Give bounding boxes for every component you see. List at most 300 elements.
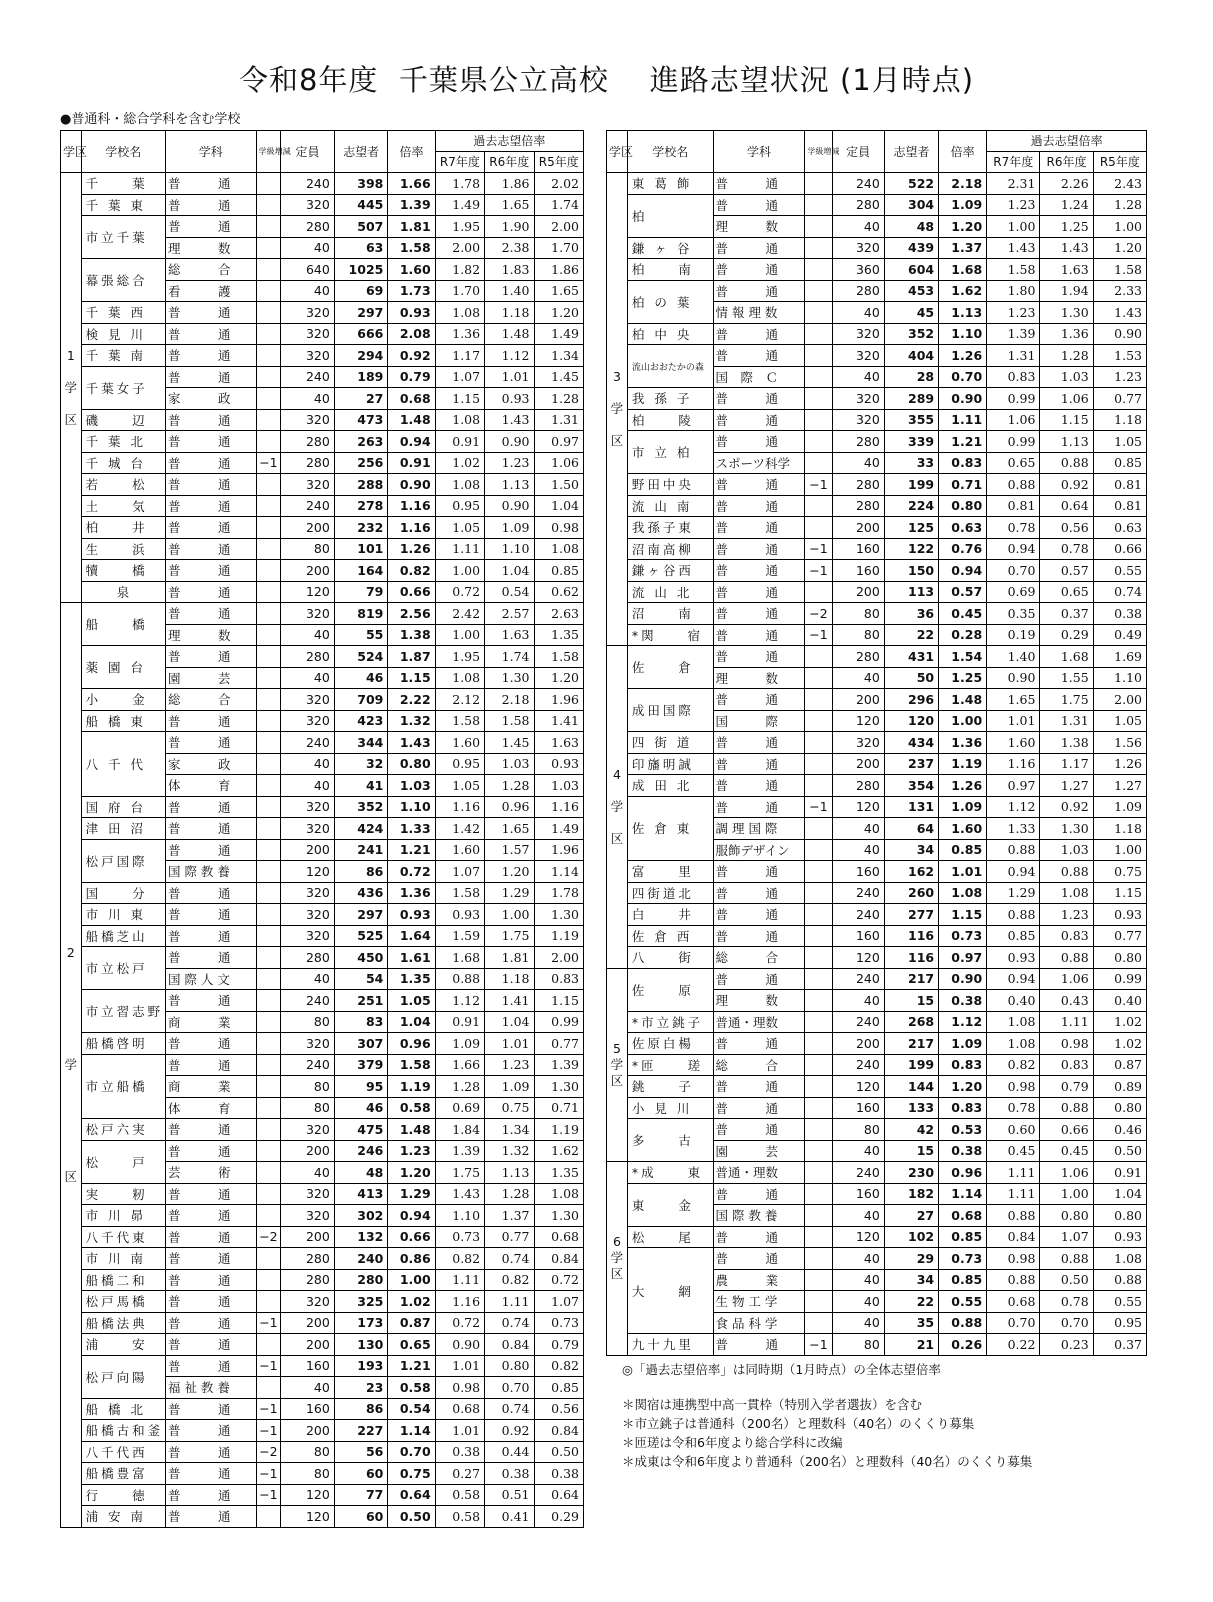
class-change-cell	[256, 1140, 281, 1162]
r5-ratio-cell: 0.99	[1093, 968, 1146, 990]
school-name-cell: 磯 辺	[81, 409, 165, 431]
table-row	[61, 173, 584, 195]
school-name-cell: 検 見 川	[81, 323, 165, 345]
capacity-cell: 280	[832, 280, 884, 302]
r6-ratio-cell: 0.75	[485, 1097, 534, 1119]
ratio-cell: 1.20	[939, 1076, 987, 1098]
class-change-cell	[256, 904, 281, 926]
r6-ratio-cell: 1.57	[485, 839, 534, 861]
r6-ratio-cell: 1.81	[485, 947, 534, 969]
capacity-cell: 280	[832, 474, 884, 496]
school-name-cell: 船 橋 東	[81, 710, 165, 732]
r6-ratio-cell: 1.04	[485, 1011, 534, 1033]
applicants-cell: 164	[334, 560, 388, 582]
r7-ratio-cell: 1.05	[435, 775, 484, 797]
r5-ratio-cell: 1.26	[1093, 753, 1146, 775]
class-change-cell	[256, 861, 281, 883]
table-row	[607, 925, 1147, 947]
capacity-cell: 240	[832, 173, 884, 195]
r6-ratio-cell: 2.38	[485, 237, 534, 259]
class-change-cell: −1	[256, 1463, 281, 1485]
applicants-cell: 263	[334, 431, 388, 453]
r5-ratio-cell: 1.41	[534, 710, 584, 732]
ratio-cell: 1.21	[388, 1355, 435, 1377]
applicants-cell: 296	[884, 689, 938, 711]
class-change-cell	[256, 345, 281, 367]
class-change-cell	[256, 1011, 281, 1033]
applicants-cell: 64	[884, 818, 938, 840]
capacity-cell: 200	[832, 753, 884, 775]
header-r5: R5年度	[1093, 152, 1146, 173]
school-name-cell: 成 田 北	[627, 775, 713, 797]
ratio-cell: 0.94	[939, 560, 987, 582]
r5-ratio-cell: 2.00	[1093, 689, 1146, 711]
course-cell: 普 通	[713, 173, 805, 195]
capacity-cell: 40	[832, 990, 884, 1012]
header-capacity: 定員	[281, 131, 335, 173]
r7-ratio-cell: 1.58	[435, 710, 484, 732]
school-name-cell: 若 松	[81, 474, 165, 496]
class-change-cell	[256, 1119, 281, 1141]
capacity-cell: 80	[281, 1463, 335, 1485]
capacity-cell: 40	[281, 237, 335, 259]
r6-ratio-cell: 1.11	[485, 1291, 534, 1313]
table-row	[607, 1162, 1147, 1184]
r7-ratio-cell: 1.11	[435, 538, 484, 560]
capacity-cell: 200	[281, 1312, 335, 1334]
r5-ratio-cell: 2.63	[534, 603, 584, 625]
course-cell: 普 通	[165, 990, 256, 1012]
table-row	[607, 259, 1147, 281]
school-name-cell: 千 葉 東	[81, 194, 165, 216]
applicants-cell: 86	[334, 1398, 388, 1420]
capacity-cell: 40	[281, 1162, 335, 1184]
r6-ratio-cell: 2.18	[485, 689, 534, 711]
header-r5: R5年度	[534, 152, 584, 173]
class-change-cell	[256, 323, 281, 345]
ratio-cell: 0.71	[939, 474, 987, 496]
r5-ratio-cell: 1.43	[1093, 302, 1146, 324]
school-name-cell: 千 葉 西	[81, 302, 165, 324]
course-cell: 生 物 工 学	[713, 1291, 805, 1313]
school-name-cell: 松 戸	[81, 1140, 165, 1183]
r7-ratio-cell: 1.28	[435, 1076, 484, 1098]
course-cell: 普 通	[713, 581, 805, 603]
applicants-cell: 453	[884, 280, 938, 302]
r7-ratio-cell: 1.95	[435, 216, 484, 238]
capacity-cell: 120	[281, 1484, 335, 1506]
ratio-cell: 1.09	[939, 796, 987, 818]
course-cell: 普 通	[165, 947, 256, 969]
applicants-cell: 237	[884, 753, 938, 775]
applicants-cell: 32	[334, 753, 388, 775]
table-row	[61, 538, 584, 560]
r6-ratio-cell: 0.77	[485, 1226, 534, 1248]
ratio-cell: 0.88	[939, 1312, 987, 1334]
school-name-cell: 千葉女子	[81, 366, 165, 409]
r6-ratio-cell: 0.66	[1040, 1119, 1093, 1141]
class-change-cell	[805, 925, 832, 947]
applicants-cell: 251	[334, 990, 388, 1012]
r5-ratio-cell: 0.85	[534, 560, 584, 582]
r5-ratio-cell: 0.64	[534, 1484, 584, 1506]
header-capacity: 定員	[832, 131, 884, 173]
r6-ratio-cell: 0.88	[1040, 452, 1093, 474]
class-change-cell	[256, 366, 281, 388]
school-name-cell: 千 城 台	[81, 452, 165, 474]
r5-ratio-cell: 0.85	[1093, 452, 1146, 474]
school-name-cell: 柏 中 央	[627, 323, 713, 345]
r6-ratio-cell: 0.84	[485, 1334, 534, 1356]
school-name-cell: 四 街 道	[627, 732, 713, 754]
class-change-cell	[805, 775, 832, 797]
district-cell: 4 学 区	[607, 646, 628, 969]
table-row	[61, 947, 584, 969]
r7-ratio-cell: 1.33	[987, 818, 1040, 840]
school-name-cell: 松 尾	[627, 1226, 713, 1248]
class-change-cell	[256, 517, 281, 539]
r5-ratio-cell: 0.95	[1093, 1312, 1146, 1334]
applicants-cell: 28	[884, 366, 938, 388]
r7-ratio-cell: 1.06	[987, 409, 1040, 431]
r6-ratio-cell: 1.00	[1040, 1183, 1093, 1205]
r5-ratio-cell: 1.00	[1093, 839, 1146, 861]
r7-ratio-cell: 0.90	[987, 667, 1040, 689]
capacity-cell: 120	[281, 861, 335, 883]
class-change-cell	[805, 173, 832, 195]
school-name-cell: 柏 の 葉	[627, 280, 713, 323]
r7-ratio-cell: 0.38	[435, 1441, 484, 1463]
r7-ratio-cell: 1.49	[435, 194, 484, 216]
right-status-table	[606, 130, 1147, 1356]
r6-ratio-cell: 0.93	[485, 388, 534, 410]
r7-ratio-cell: 1.07	[435, 366, 484, 388]
ratio-cell: 2.08	[388, 323, 435, 345]
school-name-cell: 松戸六実	[81, 1119, 165, 1141]
class-change-cell	[805, 302, 832, 324]
course-cell: 普 通	[165, 452, 256, 474]
table-row	[61, 581, 584, 603]
applicants-cell: 34	[884, 1269, 938, 1291]
r7-ratio-cell: 1.95	[435, 646, 484, 668]
class-change-cell	[256, 1162, 281, 1184]
school-name-cell: 船橋古和釜	[81, 1420, 165, 1442]
course-cell: 普 通	[713, 624, 805, 646]
table-row	[61, 1463, 584, 1485]
r6-ratio-cell: 0.51	[485, 1484, 534, 1506]
table-row	[607, 517, 1147, 539]
applicants-cell: 95	[334, 1076, 388, 1098]
capacity-cell: 120	[832, 1076, 884, 1098]
school-name-cell: 銚 子	[627, 1076, 713, 1098]
school-name-cell: 船 橋	[81, 603, 165, 646]
class-change-cell	[805, 1162, 832, 1184]
school-name-cell: 富 里	[627, 861, 713, 883]
applicants-cell: 133	[884, 1097, 938, 1119]
r7-ratio-cell: 0.27	[435, 1463, 484, 1485]
ratio-cell: 1.00	[388, 1269, 435, 1291]
ratio-cell: 0.38	[939, 990, 987, 1012]
table-row	[61, 1269, 584, 1291]
class-change-cell	[256, 882, 281, 904]
course-cell: 普 通	[713, 1183, 805, 1205]
r6-ratio-cell: 1.20	[485, 861, 534, 883]
r5-ratio-cell: 1.31	[534, 409, 584, 431]
r5-ratio-cell: 1.56	[1093, 732, 1146, 754]
capacity-cell: 320	[281, 409, 335, 431]
r5-ratio-cell: 2.00	[534, 216, 584, 238]
r7-ratio-cell: 1.23	[987, 302, 1040, 324]
course-cell: 普 通	[165, 1140, 256, 1162]
r7-ratio-cell: 1.08	[435, 409, 484, 431]
district-cell: 6 学 区	[607, 1162, 628, 1356]
r7-ratio-cell: 1.78	[435, 173, 484, 195]
class-change-cell	[805, 216, 832, 238]
applicants-cell: 217	[884, 1033, 938, 1055]
r7-ratio-cell: 0.88	[435, 968, 484, 990]
course-cell: 調 理 国 際	[713, 818, 805, 840]
class-change-cell	[805, 646, 832, 668]
course-cell: 普 通	[713, 1248, 805, 1270]
ratio-cell: 0.28	[939, 624, 987, 646]
class-change-cell	[256, 216, 281, 238]
r5-ratio-cell: 1.20	[534, 302, 584, 324]
r6-ratio-cell: 0.88	[1040, 1097, 1093, 1119]
r6-ratio-cell: 1.65	[485, 194, 534, 216]
school-name-cell: 柏 陵	[627, 409, 713, 431]
r7-ratio-cell: 1.59	[435, 925, 484, 947]
ratio-cell: 0.58	[388, 1097, 435, 1119]
r5-ratio-cell: 0.80	[1093, 1205, 1146, 1227]
course-cell: 普 通	[713, 517, 805, 539]
ratio-cell: 1.60	[939, 818, 987, 840]
table-row	[61, 839, 584, 861]
r6-ratio-cell: 1.06	[1040, 388, 1093, 410]
r5-ratio-cell: 0.55	[1093, 560, 1146, 582]
r6-ratio-cell: 1.75	[1040, 689, 1093, 711]
class-change-cell	[805, 1033, 832, 1055]
table-row	[607, 646, 1147, 668]
r6-ratio-cell: 1.28	[1040, 345, 1093, 367]
table-row	[61, 431, 584, 453]
school-name-cell: 犢 橋	[81, 560, 165, 582]
table-row	[607, 474, 1147, 496]
course-cell: 普 通	[165, 1033, 256, 1055]
r6-ratio-cell: 1.10	[485, 538, 534, 560]
class-change-cell	[805, 689, 832, 711]
r6-ratio-cell: 0.70	[1040, 1312, 1093, 1334]
ratio-cell: 1.87	[388, 646, 435, 668]
school-name-cell: 流 山 北	[627, 581, 713, 603]
r7-ratio-cell: 0.98	[987, 1076, 1040, 1098]
course-cell: 普 通	[713, 560, 805, 582]
r6-ratio-cell: 1.01	[485, 1033, 534, 1055]
ratio-cell: 2.56	[388, 603, 435, 625]
course-cell: 普 通	[165, 1226, 256, 1248]
class-change-cell	[256, 990, 281, 1012]
class-change-cell	[805, 667, 832, 689]
r7-ratio-cell: 1.09	[435, 1033, 484, 1055]
applicants-cell: 325	[334, 1291, 388, 1313]
applicants-cell: 352	[334, 796, 388, 818]
ratio-cell: 0.58	[388, 1377, 435, 1399]
capacity-cell: 80	[832, 1119, 884, 1141]
r7-ratio-cell: 0.82	[435, 1248, 484, 1270]
class-change-cell	[256, 1097, 281, 1119]
r6-ratio-cell: 0.80	[485, 1355, 534, 1377]
applicants-cell: 83	[334, 1011, 388, 1033]
applicants-cell: 48	[334, 1162, 388, 1184]
course-cell: 普 通	[165, 1355, 256, 1377]
applicants-cell: 27	[884, 1205, 938, 1227]
school-name-cell: 野田中央	[627, 474, 713, 496]
applicants-cell: 56	[334, 1441, 388, 1463]
capacity-cell: 80	[832, 1334, 884, 1356]
table-row	[61, 689, 584, 711]
table-row	[607, 796, 1147, 818]
course-cell: 普 通	[165, 904, 256, 926]
r7-ratio-cell: 0.99	[987, 388, 1040, 410]
r5-ratio-cell: 0.89	[1093, 1076, 1146, 1098]
course-cell: 普 通	[713, 409, 805, 431]
course-cell: 普 通	[165, 710, 256, 732]
class-change-cell: −1	[256, 1420, 281, 1442]
applicants-cell: 113	[884, 581, 938, 603]
table-row	[607, 603, 1147, 625]
capacity-cell: 240	[832, 882, 884, 904]
r6-ratio-cell: 0.92	[1040, 474, 1093, 496]
capacity-cell: 40	[832, 1205, 884, 1227]
ratio-cell: 0.54	[388, 1398, 435, 1420]
applicants-cell: 431	[884, 646, 938, 668]
table-row	[61, 452, 584, 474]
ratio-cell: 2.22	[388, 689, 435, 711]
course-cell: 国 際 人 文	[165, 968, 256, 990]
school-name-cell: 船橋豊富	[81, 1463, 165, 1485]
class-change-cell	[805, 1291, 832, 1313]
course-cell: 普 通	[165, 1054, 256, 1076]
applicants-cell: 122	[884, 538, 938, 560]
class-change-cell	[256, 237, 281, 259]
r7-ratio-cell: 1.11	[987, 1183, 1040, 1205]
r7-ratio-cell: 0.68	[435, 1398, 484, 1420]
capacity-cell: 200	[281, 517, 335, 539]
r7-ratio-cell: 0.83	[987, 366, 1040, 388]
r5-ratio-cell: 0.84	[534, 1248, 584, 1270]
left-status-table	[60, 130, 584, 1528]
class-change-cell	[256, 753, 281, 775]
capacity-cell: 120	[832, 947, 884, 969]
course-cell: 普 通	[165, 474, 256, 496]
r5-ratio-cell: 1.05	[1093, 710, 1146, 732]
table-row	[607, 624, 1147, 646]
r5-ratio-cell: 1.58	[534, 646, 584, 668]
capacity-cell: 280	[832, 646, 884, 668]
capacity-cell: 240	[832, 1054, 884, 1076]
r5-ratio-cell: 0.40	[1093, 990, 1146, 1012]
r5-ratio-cell: 1.28	[1093, 194, 1146, 216]
applicants-cell: 604	[884, 259, 938, 281]
r5-ratio-cell: 0.90	[1093, 323, 1146, 345]
class-change-cell: −1	[805, 560, 832, 582]
r5-ratio-cell: 1.14	[534, 861, 584, 883]
school-name-cell: 実 籾	[81, 1183, 165, 1205]
applicants-cell: 182	[884, 1183, 938, 1205]
class-change-cell	[256, 1248, 281, 1270]
capacity-cell: 40	[832, 302, 884, 324]
r7-ratio-cell: 2.12	[435, 689, 484, 711]
applicants-cell: 45	[884, 302, 938, 324]
course-cell: 普 通	[713, 259, 805, 281]
table-row	[607, 775, 1147, 797]
r5-ratio-cell: 1.28	[534, 388, 584, 410]
r7-ratio-cell: 1.84	[435, 1119, 484, 1141]
note-item: ＊成東は令和6年度より普通科（200名）と理数科（40名）のくくり募集	[622, 1454, 1033, 1469]
r6-ratio-cell: 0.88	[1040, 1248, 1093, 1270]
table-row	[607, 904, 1147, 926]
school-name-cell: 我 孫 子	[627, 388, 713, 410]
course-cell: 国 際	[713, 710, 805, 732]
r5-ratio-cell: 0.68	[534, 1226, 584, 1248]
r5-ratio-cell: 1.18	[1093, 818, 1146, 840]
r7-ratio-cell: 0.78	[987, 517, 1040, 539]
ratio-cell: 0.80	[939, 495, 987, 517]
capacity-cell: 240	[832, 1011, 884, 1033]
r5-ratio-cell: 1.63	[534, 732, 584, 754]
school-name-cell: 多 古	[627, 1119, 713, 1162]
table-row	[607, 882, 1147, 904]
course-cell: 普 通	[165, 409, 256, 431]
class-change-cell	[805, 861, 832, 883]
r6-ratio-cell: 1.37	[485, 1205, 534, 1227]
class-change-cell	[256, 581, 281, 603]
course-cell: 普 通	[165, 1269, 256, 1291]
class-change-cell	[256, 560, 281, 582]
applicants-cell: 413	[334, 1183, 388, 1205]
applicants-cell: 423	[334, 710, 388, 732]
r7-ratio-cell: 1.43	[987, 237, 1040, 259]
header-course: 学科	[713, 131, 805, 173]
r7-ratio-cell: 1.65	[987, 689, 1040, 711]
ratio-cell: 1.36	[939, 732, 987, 754]
r7-ratio-cell: 1.42	[435, 818, 484, 840]
r7-ratio-cell: 1.08	[435, 302, 484, 324]
table-row	[607, 1334, 1147, 1356]
r7-ratio-cell: 1.10	[435, 1205, 484, 1227]
r6-ratio-cell: 1.04	[485, 560, 534, 582]
class-change-cell	[805, 259, 832, 281]
capacity-cell: 40	[832, 366, 884, 388]
school-name-cell: 船橋芝山	[81, 925, 165, 947]
capacity-cell: 320	[281, 818, 335, 840]
table-row	[607, 409, 1147, 431]
district-cell: 5 学 区	[607, 968, 628, 1162]
r7-ratio-cell: 0.93	[987, 947, 1040, 969]
class-change-cell	[805, 431, 832, 453]
course-cell: 普 通	[165, 495, 256, 517]
r6-ratio-cell: 0.80	[1040, 1205, 1093, 1227]
ratio-cell: 1.37	[939, 237, 987, 259]
school-name-cell: 沼 南	[627, 603, 713, 625]
r5-ratio-cell: 1.00	[1093, 216, 1146, 238]
r5-ratio-cell: 0.93	[1093, 904, 1146, 926]
class-change-cell	[805, 1205, 832, 1227]
course-cell: 普 通	[165, 603, 256, 625]
r6-ratio-cell: 0.37	[1040, 603, 1093, 625]
class-change-cell	[805, 1269, 832, 1291]
course-cell: 普 通	[165, 839, 256, 861]
capacity-cell: 200	[281, 1226, 335, 1248]
